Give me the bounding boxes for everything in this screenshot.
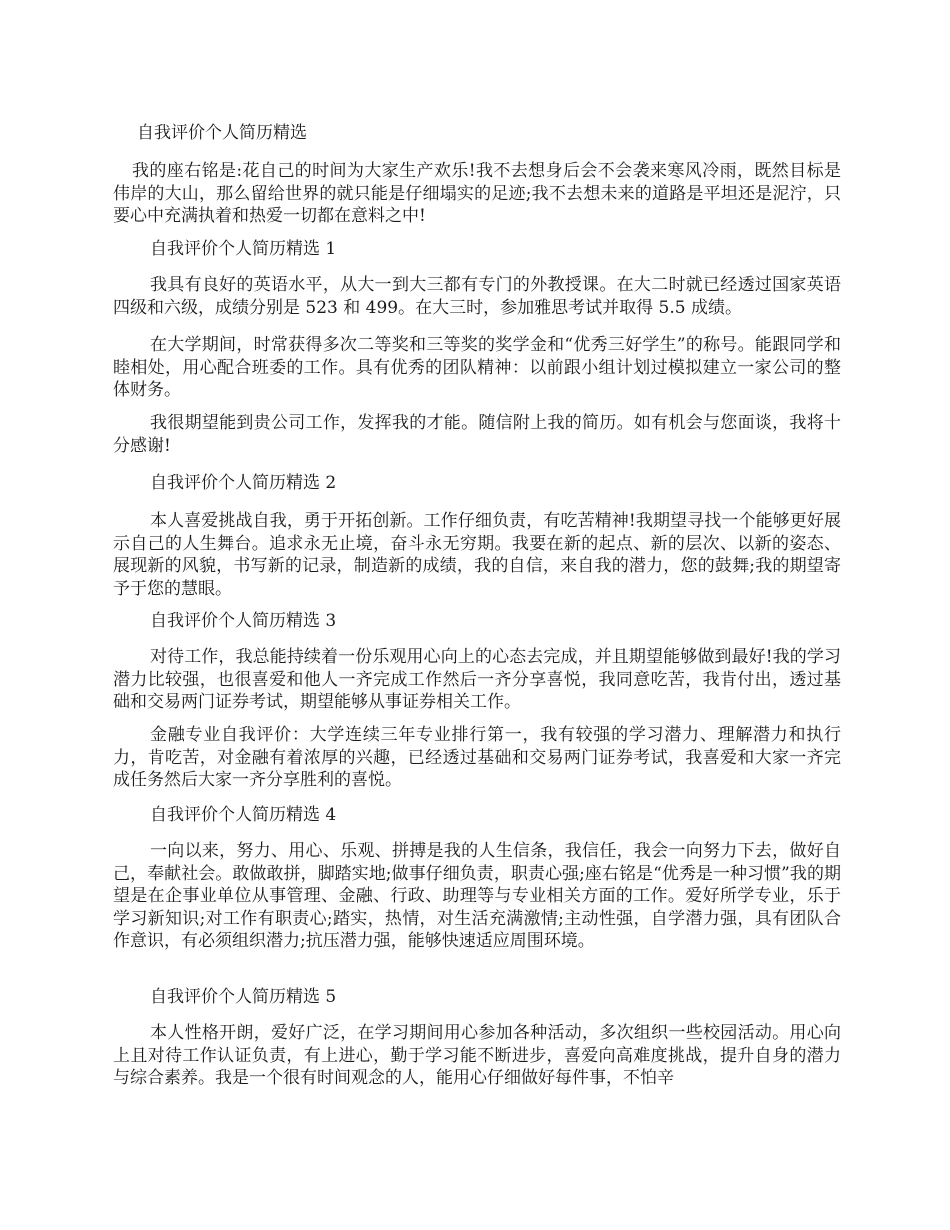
section-1-paragraph-3: 我很期望能到贵公司工作，发挥我的才能。随信附上我的简历。如有机会与您面谈，我将十分感谢! (113, 413, 841, 456)
motto-paragraph: 我的座右铭是:花自己的时间为大家生产欢乐!我不去想身后会不会袭来寒风冷雨，既然目标是伟岸的大山，那么留给世界的就只能是仔细塌实的足迹;我不去想未来的道路是平坦还是泥泞，只要心中充满执着和热爱一切都在意料之中! (113, 161, 841, 226)
section-5-paragraph-1: 本人性格开朗，爱好广泛，在学习期间用心参加各种活动，多次组织一些校园活动。用心向上且对待工作认证负责，有上进心，勤于学习能不断进步，喜爱向高难度挑战，提升自身的潜力与综合素养。我是一个很有时间观念的人，能用心仔细做好每件事，不怕辛 (113, 1023, 841, 1088)
section-3-paragraph-2: 金融专业自我评价：大学连续三年专业排行第一，我有较强的学习潜力、理解潜力和执行力，肯吃苦，对金融有着浓厚的兴趣，已经透过基础和交易两门证券考试，我喜爱和大家一齐完成任务然后大家一齐分享胜利的喜悦。 (113, 725, 841, 790)
section-2-paragraph-1: 本人喜爱挑战自我，勇于开拓创新。工作仔细负责，有吃苦精神!我期望寻找一个能够更好展示自己的人生舞台。追求永无止境，奋斗永无穷期。我要在新的起点、新的层次、以新的姿态、展现新的风貌，书写新的记录，制造新的成绩，我的自信，来自我的潜力，您的鼓舞;我的期望寄予于您的慧眼。 (113, 511, 841, 599)
section-5-heading: 自我评价个人简历精选 5 (150, 987, 337, 1007)
section-2-heading: 自我评价个人简历精选 2 (150, 473, 337, 493)
section-3-paragraph-1: 对待工作，我总能持续着一份乐观用心向上的心态去完成，并且期望能够做到最好!我的学习潜力比较强，也很喜爱和他人一齐完成工作然后一齐分享喜悦，我同意吃苦，我肯付出，透过基础和交易两门证券考试，期望能够从事证券相关工作。 (113, 647, 841, 712)
section-4-heading: 自我评价个人简历精选 4 (150, 805, 337, 825)
section-1-paragraph-1: 我具有良好的英语水平，从大一到大三都有专门的外教授课。在大二时就已经透过国家英语四级和六级，成绩分别是 523 和 499。在大三时，参加雅思考试并取得 5.5 成绩。 (113, 275, 841, 318)
document-title: 自我评价个人简历精选 (137, 123, 307, 143)
section-1-paragraph-2: 在大学期间，时常获得多次二等奖和三等奖的奖学金和“优秀三好学生”的称号。能跟同学和睦相处，用心配合班委的工作。具有优秀的团队精神：以前跟小组计划过模拟建立一家公司的整体财务。 (113, 335, 841, 400)
section-4-paragraph-1: 一向以来，努力、用心、乐观、拼搏是我的人生信条，我信任，我会一向努力下去，做好自己，奉献社会。敢做敢拼，脚踏实地;做事仔细负责，职责心强;座右铭是“优秀是一种习惯”我的期望是在企事业单位从事管理、金融、行政、助理等与专业相关方面的工作。爱好所学专业，乐于学习新知识;对工作有职责心;踏实，热情，对生活充满激情;主动性强，自学潜力强，具有团队合作意识，有必须组织潜力;抗压潜力强，能够快速适应周围环境。 (113, 841, 841, 951)
section-1-heading: 自我评价个人简历精选 1 (150, 239, 337, 259)
section-3-heading: 自我评价个人简历精选 3 (150, 611, 337, 631)
